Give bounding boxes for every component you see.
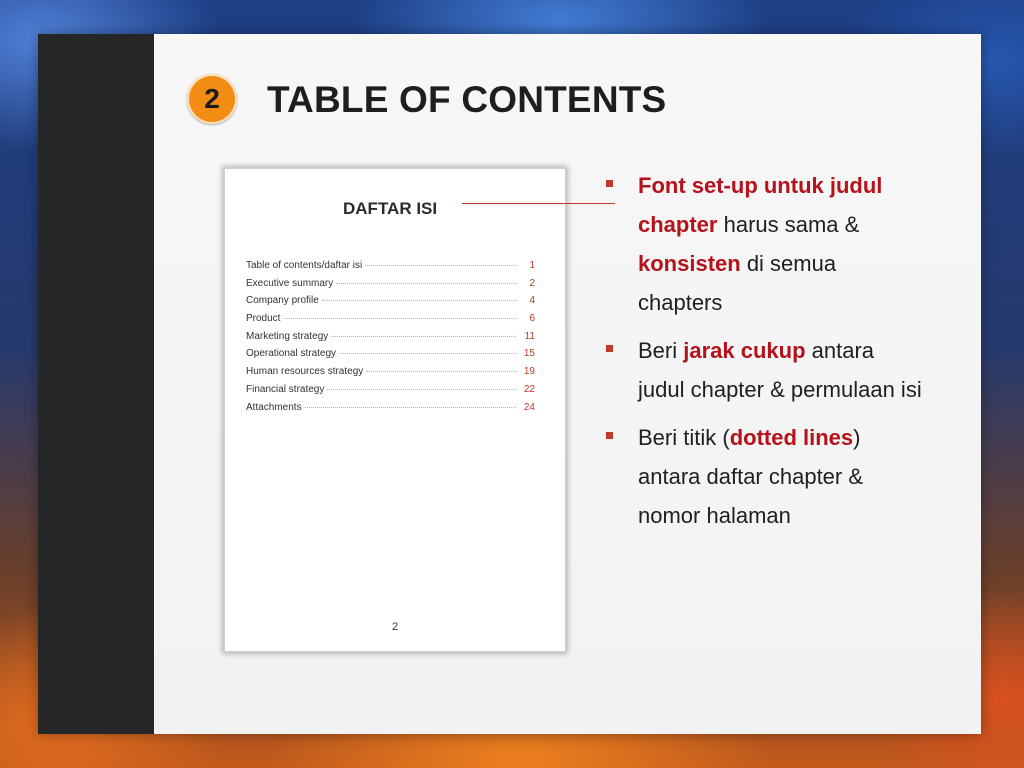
bullet-text: antara judul chapter & permulaan isi — [638, 338, 922, 402]
dotted-leader — [327, 389, 516, 390]
toc-entry-label: Human resources strategy — [246, 366, 364, 378]
square-bullet-icon — [606, 345, 613, 352]
square-bullet-icon — [606, 432, 613, 439]
toc-entry — [246, 313, 535, 331]
toc-entry-page: 15 — [523, 348, 535, 360]
toc-entry — [246, 402, 535, 420]
toc-entry-label: Attachments — [246, 401, 302, 413]
toc-entry-page: 6 — [529, 313, 535, 325]
left-dark-strip — [38, 34, 154, 734]
dotted-leader — [339, 353, 516, 354]
document-page-preview — [224, 168, 566, 652]
dotted-leader — [331, 336, 516, 337]
toc-entry — [246, 278, 535, 296]
dotted-leader — [305, 407, 516, 408]
bullet-highlight: dotted lines — [729, 425, 854, 450]
bullet-text: di semua chapters — [638, 251, 837, 315]
bullet-item — [603, 418, 923, 535]
toc-entry-label: Operational strategy — [246, 348, 337, 360]
toc-entry-label: Executive summary — [246, 277, 334, 289]
toc-entry-page: 19 — [523, 366, 535, 378]
bullet-text: Beri — [638, 338, 684, 363]
toc-entry-page: 2 — [529, 277, 535, 289]
document-heading: DAFTAR ISI — [343, 199, 438, 218]
bullet-item — [603, 166, 923, 322]
toc-entry-page: 22 — [523, 383, 535, 395]
bullet-list — [603, 166, 923, 544]
toc-entry-label: Product — [246, 313, 281, 325]
bullet-text: harus sama & — [717, 212, 860, 237]
bullet-item — [603, 331, 923, 409]
dotted-leader — [283, 318, 516, 319]
dotted-leader — [336, 283, 516, 284]
toc-entry-page: 24 — [523, 401, 535, 413]
toc-entry — [246, 260, 535, 278]
bullet-highlight: Font set-up untuk judul chapter — [638, 173, 883, 237]
toc-entry — [246, 348, 535, 366]
bullet-highlight: konsisten — [638, 251, 741, 276]
toc-entry-page: 4 — [529, 295, 535, 307]
callout-connector-line — [462, 203, 615, 204]
slide-number-badge: 2 — [187, 74, 237, 124]
dotted-leader — [366, 371, 516, 372]
toc-entry-page: 11 — [524, 330, 535, 342]
toc-entry — [246, 295, 535, 313]
toc-entry-label: Table of contents/daftar isi — [246, 260, 363, 271]
square-bullet-icon — [606, 180, 613, 187]
dotted-leader — [365, 265, 516, 266]
toc-entry — [246, 331, 535, 349]
toc-entry-label: Company profile — [246, 295, 319, 307]
toc-list — [246, 260, 535, 419]
document-page-number: 2 — [391, 621, 399, 633]
toc-entry-page: 1 — [529, 260, 535, 271]
toc-entry-label: Financial strategy — [246, 383, 325, 395]
bullet-text: ) antara daftar chapter & nomor halaman — [638, 425, 864, 528]
content-panel — [154, 34, 981, 734]
slide-title: TABLE OF CONTENTS — [267, 79, 667, 120]
bullet-highlight: jarak cukup — [683, 338, 806, 363]
slide — [38, 34, 981, 734]
toc-entry — [246, 366, 535, 384]
bullet-text: Beri titik ( — [638, 425, 730, 450]
toc-entry — [246, 384, 535, 402]
toc-entry-label: Marketing strategy — [246, 330, 329, 342]
dotted-leader — [322, 300, 516, 301]
